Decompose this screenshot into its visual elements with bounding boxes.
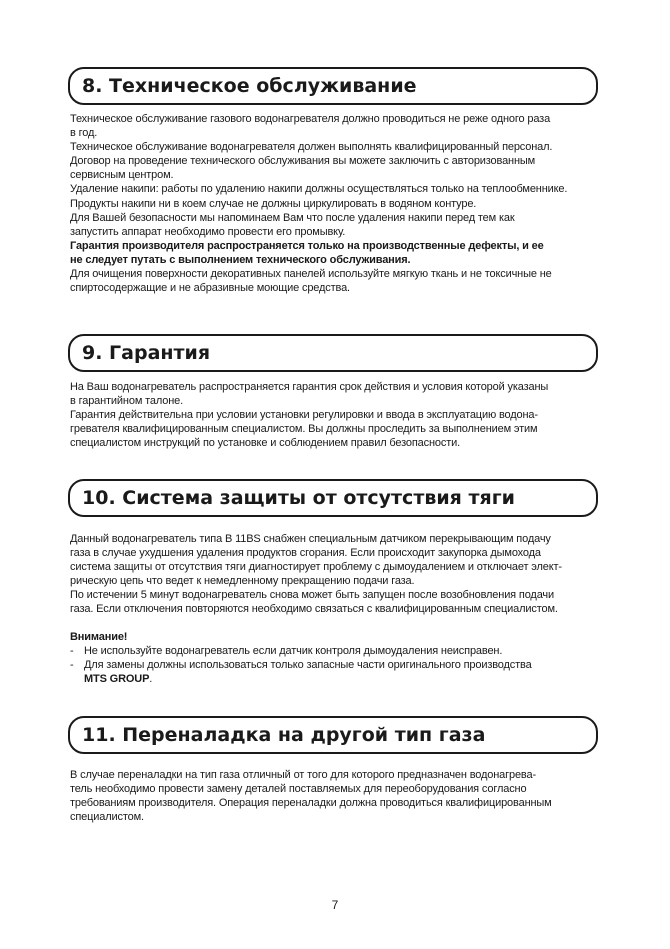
text-line: специалистом инструкций по установке и соблюдением правил безопасности. — [70, 437, 461, 450]
warranty-note-line: не следует путать с выполнением технического обслуживания. — [70, 253, 411, 266]
text-line: спиртосодержащие и не абразивные моющие средства. — [70, 282, 350, 295]
section-11-body — [70, 768, 605, 824]
text-line: газа в случае ухудшения удаления продуктов сгорания. Если происходит закупорка дымохода — [70, 547, 541, 560]
section-10-body — [70, 532, 605, 617]
text-line: гревателя квалифицированным специалистом. Вы должны проследить за выполнением этим — [70, 423, 538, 436]
text-line: Данный водонагреватель типа В 11BS снабжен специальным датчиком перекрывающим подачу — [70, 533, 551, 545]
dash-bullet: - — [70, 645, 74, 658]
page-number: 7 — [331, 898, 339, 912]
warning-item-continuation — [70, 672, 605, 686]
text-line: Договор на проведение технического обслуживания вы можете заключить с авторизованным — [70, 155, 536, 168]
text-line: в год. — [70, 127, 98, 140]
text-line: На Ваш водонагреватель распространяется гарантия срок действия и условия которой указаны — [70, 381, 549, 393]
text-line: специалистом. — [70, 811, 144, 824]
text-line: Техническое обслуживание газового водонагревателя должно проводиться не реже одного раза — [70, 113, 551, 125]
text-line: система защиты от отсутствия тяги диагностирует проблему с дымоудалением и отключает элект- — [70, 561, 562, 574]
text-line: запустить аппарат необходимо провести его промывку. — [70, 225, 346, 238]
text-line: Гарантия действительна при условии установки регулировки и ввода в эксплуатацию водона- — [70, 409, 538, 422]
text-line: сервисным центром. — [70, 169, 174, 182]
text-line: В случае переналадки на тип газа отличный от того для которого предназначен водонагрева- — [70, 769, 536, 781]
dash-bullet: - — [70, 659, 74, 672]
text-line: рическую цепь что ведет к немедленному прекращению подачи газа. — [70, 575, 415, 588]
text-line: По истечении 5 минут водонагреватель снова может быть запущен после возобновления подачи — [70, 589, 554, 602]
section-8-title: 8. Техническое обслуживание — [68, 67, 598, 105]
warranty-note-line: Гарантия производителя распространяется только на производственные дефекты, и ее — [70, 239, 544, 252]
text-line: тель необходимо провести замену деталей поставляемых для переоборудования согласно — [70, 783, 527, 796]
warning-title: Внимание! — [70, 631, 128, 643]
text-line: требованиям производителя. Операция переналадки должна проводиться квалифицированным — [70, 797, 552, 810]
section-8-body — [70, 112, 605, 295]
warning-item — [70, 658, 605, 672]
text-line: Продукты накипи ни в коем случае не должны циркулировать в водяном контуре. — [70, 197, 477, 210]
warning-block — [70, 630, 605, 686]
text-line: газа. Если отключения повторяются необходимо связаться с квалифицированным специалистом. — [70, 603, 558, 616]
section-9-title: 9. Гарантия — [68, 334, 598, 372]
warning-item-text: Для замены должны использоваться только запасные части оригинального производства — [84, 659, 532, 672]
text-line: в гарантийном талоне. — [70, 395, 184, 408]
brand-suffix: . — [149, 673, 153, 686]
warning-item-text: Не используйте водонагреватель если датчик контроля дымоудаления неисправен. — [84, 645, 503, 658]
section-11-title: 11. Переналадка на другой тип газа — [68, 716, 598, 754]
text-line: Техническое обслуживание водонагревателя должен выполнять квалифицированный персонал. — [70, 141, 553, 154]
text-line: Для Вашей безопасности мы напоминаем Вам что после удаления накипи перед тем как — [70, 211, 515, 224]
brand-name: MTS GROUP — [84, 673, 150, 686]
section-10-title: 10. Система защиты от отсутствия тяги — [68, 479, 598, 517]
text-line: Удаление накипи: работы по удалению накипи должны осуществляться только на теплообменнике. — [70, 183, 568, 196]
section-9-body — [70, 380, 605, 450]
warning-item — [70, 644, 605, 658]
text-line: Для очищения поверхности декоративных панелей используйте мягкую ткань и не токсичные не — [70, 268, 552, 281]
